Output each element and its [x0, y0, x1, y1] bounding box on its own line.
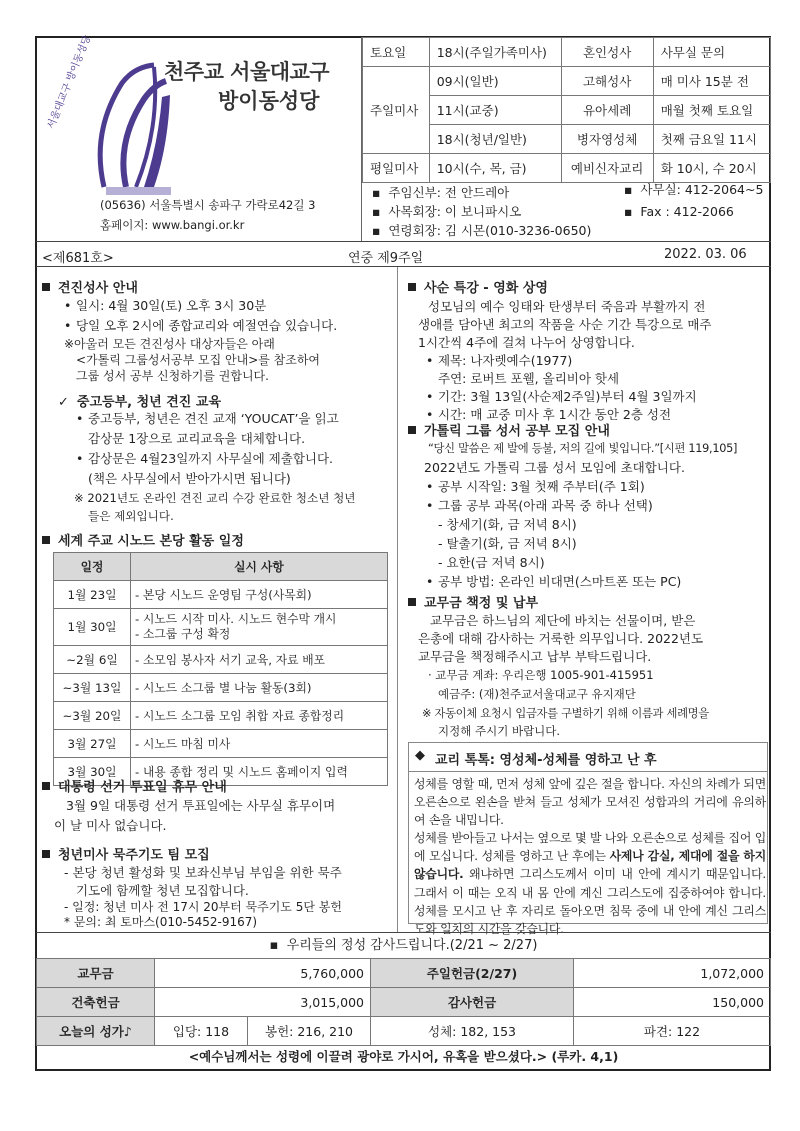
column-divider [397, 267, 398, 932]
hymn-entrance: 입당: 118 [155, 1017, 248, 1046]
hymn-dismissal: 파견: 122 [574, 1017, 771, 1046]
parish-title-line1: 천주교 서울대교구 [164, 60, 330, 84]
election-line-2: 이 날 미사 없습니다. [54, 818, 167, 833]
parish-title-line2: 방이동성당 [218, 89, 320, 113]
bible-line-3: • 공부 시작일: 3월 첫째 주부터(주 1회) [438, 478, 645, 495]
youth-line-3: • 감상문은 4월23일까지 사무실에 제출합니다. [88, 450, 333, 467]
rosary-line-3: - 일정: 청년 미사 전 17시 20부터 묵주기도 5단 봉헌 [64, 900, 342, 914]
confirmation-line-2: • 당일 오후 2시에 종합교리와 예절연습 있습니다. [76, 317, 337, 334]
youth-confirmation-heading: ✓ 중고등부, 청년 견진 교육 [58, 395, 222, 410]
lent-movie-heading: 사순 특강 - 영화 상영 [408, 277, 548, 296]
lent-line-7: • 시간: 매 교중 미사 후 1시간 동안 2층 성전 [438, 406, 671, 423]
catechumen-label: 예비신자교리 [561, 154, 653, 183]
tithe-line-3: 교무금을 책정해주시고 납부 부탁드립니다. [418, 649, 652, 664]
tithe-heading: 교무금 책정 및 납부 [408, 592, 538, 611]
sun-label: 주일미사 [363, 67, 430, 154]
bible-line-6: - 탈출기(화, 금 저녁 8시) [438, 536, 577, 551]
confirmation-line-4: <가톨릭 그룹성서공부 모집 안내>를 참조하여 [76, 353, 321, 367]
table-row: 3월 27일 - 시노드 마침 미사 [54, 730, 388, 758]
contacts-block [362, 179, 771, 241]
thanks-heading: ▪ 우리들의 정성 감사드립니다.(2/21 ~ 2/27) [36, 932, 771, 959]
doctrine-body [414, 775, 766, 938]
contact-council: ▪ 사목회장: 이 보니파시오 [372, 204, 522, 219]
issue-week: 연중 제9주일 [348, 251, 424, 266]
lent-line-5: 주연: 로버트 포웰, 올리비아 핫세 [438, 371, 620, 386]
issue-bar [36, 241, 771, 267]
issue-date: 2022. 03. 06 [664, 247, 747, 262]
rosary-heading: 청년미사 묵주기도 팀 모집 [42, 844, 210, 863]
sick-value: 첫째 금요일 11시 [653, 125, 770, 154]
scripture-quote: <예수님께서는 성령에 이끌려 광야로 가시어, 유혹을 받으셨다.> (루카. 4,1) [188, 1049, 619, 1064]
table-row: 1월 30일 - 시노드 시작 미사. 시노드 현수막 개시 - 소그룹 구성 확정 [54, 609, 388, 646]
sat-label: 토요일 [363, 38, 430, 67]
tithe-line-2: 은총에 대해 감사하는 거룩한 의무입니다. 2022년도 [418, 631, 704, 646]
sun-time-1: 09시(일반) [429, 67, 561, 96]
diamond-icon: ◆ [415, 748, 425, 763]
table-row: ~2월 6일 - 소모임 봉사자 서기 교육, 자료 배포 [54, 646, 388, 674]
lent-line-6: • 기간: 3월 13일(사순제2주일)부터 4월 3일까지 [438, 388, 697, 405]
bible-heading: 가톨릭 그룹 성서 공부 모집 안내 [408, 420, 610, 439]
lent-line-3: 1시간씩 4주에 걸쳐 나누어 상영합니다. [418, 335, 635, 350]
bible-line-8: • 공부 방법: 온라인 비대면(스마트폰 또는 PC) [438, 573, 681, 590]
catechumen-value: 화 10시, 수 20시 [653, 154, 770, 183]
hymn-communion: 성체: 182, 153 [371, 1017, 574, 1046]
rosary-line-4: * 문의: 최 토마스(010-5452-9167) [64, 915, 258, 929]
youth-line-5: ※ 2021년도 온라인 견진 교리 수강 완료한 청소년 청년 [74, 491, 356, 505]
rosary-line-1: - 본당 청년 활성화 및 보좌신부님 부임을 위한 묵주 [64, 865, 342, 880]
bible-line-7: - 요한(금 저녁 8시) [438, 555, 545, 570]
bible-line-4: • 그룹 공부 과목(아래 과목 중 하나 선택) [438, 497, 653, 514]
lent-line-1: 성모님의 예수 잉태와 탄생부터 죽음과 부활까지 전 [428, 299, 706, 314]
youth-line-4: (책은 사무실에서 받아가시면 됩니다) [88, 471, 291, 486]
marriage-label: 혼인성사 [561, 38, 653, 67]
hymn-offertory: 봉헌: 216, 210 [248, 1017, 371, 1046]
tithe-line-4: · 교무금 계좌: 우리은행 1005-901-415951 [428, 668, 654, 682]
issue-number: <제681호> [42, 251, 114, 266]
doctrine-box [408, 742, 768, 936]
table-row: 3월 30일 - 내용 종합 정리 및 시노드 홈페이지 입력 [54, 758, 388, 786]
youth-line-6: 들은 제외입니다. [88, 509, 174, 523]
synod-head-item: 실시 사항 [131, 553, 388, 581]
confirmation-line-1: • 일시: 4월 30일(토) 오후 3시 30분 [76, 297, 266, 314]
synod-schedule-table [53, 552, 388, 786]
contact-federation: ▪ 연령회장: 김 시몬(010-3236-0650) [372, 223, 592, 238]
doctrine-title: ◆ 교리 톡톡: 영성체-성체를 영하고 난 후 [409, 743, 767, 772]
weekday-label: 평일미사 [363, 154, 430, 183]
parish-arc-text: 서울대교구 방이동성당 [45, 33, 94, 131]
confession-value: 매 미사 15분 전 [653, 67, 770, 96]
tithe-line-1: 교무금은 하느님의 제단에 바치는 선물이며, 받은 [430, 613, 696, 628]
confirmation-line-3: ※아울러 모든 견진성사 대상자들은 아래 [64, 337, 275, 351]
contact-fax: ▪ Fax : 412-2066 [624, 204, 734, 219]
election-heading: 대통령 선거 투표일 휴무 안내 [42, 776, 227, 795]
mass-schedule-table [362, 37, 771, 183]
tithe-line-7: 지정해 주시기 바랍니다. [438, 724, 561, 738]
sick-label: 병자영성체 [561, 125, 653, 154]
parish-address: (05636) 서울특별시 송파구 가락로42길 3 [100, 198, 316, 212]
parish-header [36, 33, 362, 241]
parish-homepage: 홈페이지: www.bangi.or.kr [100, 218, 245, 232]
tithe-line-6: ※ 자동이체 요청시 입금자를 구별하기 위해 이름과 세례명을 [422, 707, 709, 720]
youth-line-1: • 중고등부, 청년은 견진 교재 ‘YOUCAT’을 읽고 [88, 410, 339, 427]
rosary-line-2: 기도에 함께할 청년 모집합니다. [76, 883, 249, 898]
doctrine-paragraph-1: 성체를 영할 때, 먼저 성체 앞에 깊은 절을 합니다. 자신의 차례가 되면 오른손으로 왼손을 받쳐 들고 성체가 모셔진 성합과의 거리에 유의하여 손을 내밉니다. [414, 777, 766, 828]
confession-label: 고해성사 [561, 67, 653, 96]
table-row: ~3월 13일 - 시노드 소그룹 별 나눔 활동(3회) [54, 674, 388, 702]
tithe-line-5: 예금주: (재)천주교서울대교구 유지재단 [438, 687, 636, 701]
table-row: ~3월 20일 - 시노드 소그룹 모임 취합 자료 종합정리 [54, 702, 388, 730]
sat-time: 18시(주일가족미사) [429, 38, 561, 67]
bible-line-5: - 창세기(화, 금 저녁 8시) [438, 517, 577, 532]
youth-line-2: 감상문 1장으로 교리교육을 대체합니다. [88, 431, 306, 446]
bible-line-1: “당신 말씀은 제 발에 등불, 저의 길에 빛입니다.”[시편 119,105] [428, 442, 738, 455]
marriage-value: 사무실 문의 [653, 38, 770, 67]
baptism-label: 유아세례 [561, 96, 653, 125]
confirmation-heading: 견진성사 안내 [42, 277, 138, 296]
contact-office: ▪ 사무실: 412-2064~5 [624, 182, 764, 197]
doctrine-paragraph-2: 성체를 받아들고 나서는 옆으로 몇 발 나와 오른손으로 성체를 집어 입에 모십니다. 성체를 영하고 난 후에는 사제나 감실, 제대에 절을 하지 않습니다. 왜냐하면 그리스도께서 이미 내 안에 계시기 때문입니다. 그래서 이 때는 오직 내 몸 안에 계신 그리스도에 집중하여야 합니다. 성체를 모시고 난 후 자리로 돌아오면 침묵 중에 내 안에 계신 그리스도와 일치의 시간을 갖습니다. [414, 831, 767, 936]
synod-head-date: 일정 [54, 553, 131, 581]
contact-pastor: ▪ 주임신부: 전 안드레아 [372, 185, 510, 200]
synod-heading: 세계 주교 시노드 본당 활동 일정 [42, 530, 244, 549]
confirmation-line-5: 그룹 성서 공부 신청하기를 권합니다. [76, 369, 269, 383]
sun-time-3: 18시(청년/일반) [429, 125, 561, 154]
sun-time-2: 11시(교중) [429, 96, 561, 125]
weekday-time: 10시(수, 목, 금) [429, 154, 561, 183]
table-row: 1월 23일 - 본당 시노드 운영팀 구성(사목회) [54, 581, 388, 609]
bible-line-2: 2022년도 가톨릭 그룹 성서 모임에 초대합니다. [424, 460, 685, 475]
election-line-1: 3월 9일 대통령 선거 투표일에는 사무실 휴무이며 [66, 798, 336, 813]
lent-line-2: 생애를 담아낸 최고의 작품을 사순 기간 특강으로 매주 [418, 317, 712, 332]
baptism-value: 매월 첫째 토요일 [653, 96, 770, 125]
offering-table: 교무금 5,760,000 주일헌금(2/27) 1,072,000 건축헌금 3,015,000 감사헌금 150,000 오늘의 성가♪ 입당: 118 봉헌: 216, 210 성체: 182, 153 파견: 122 [36, 958, 771, 1046]
lent-line-4: • 제목: 나자렛예수(1977) [438, 352, 572, 369]
